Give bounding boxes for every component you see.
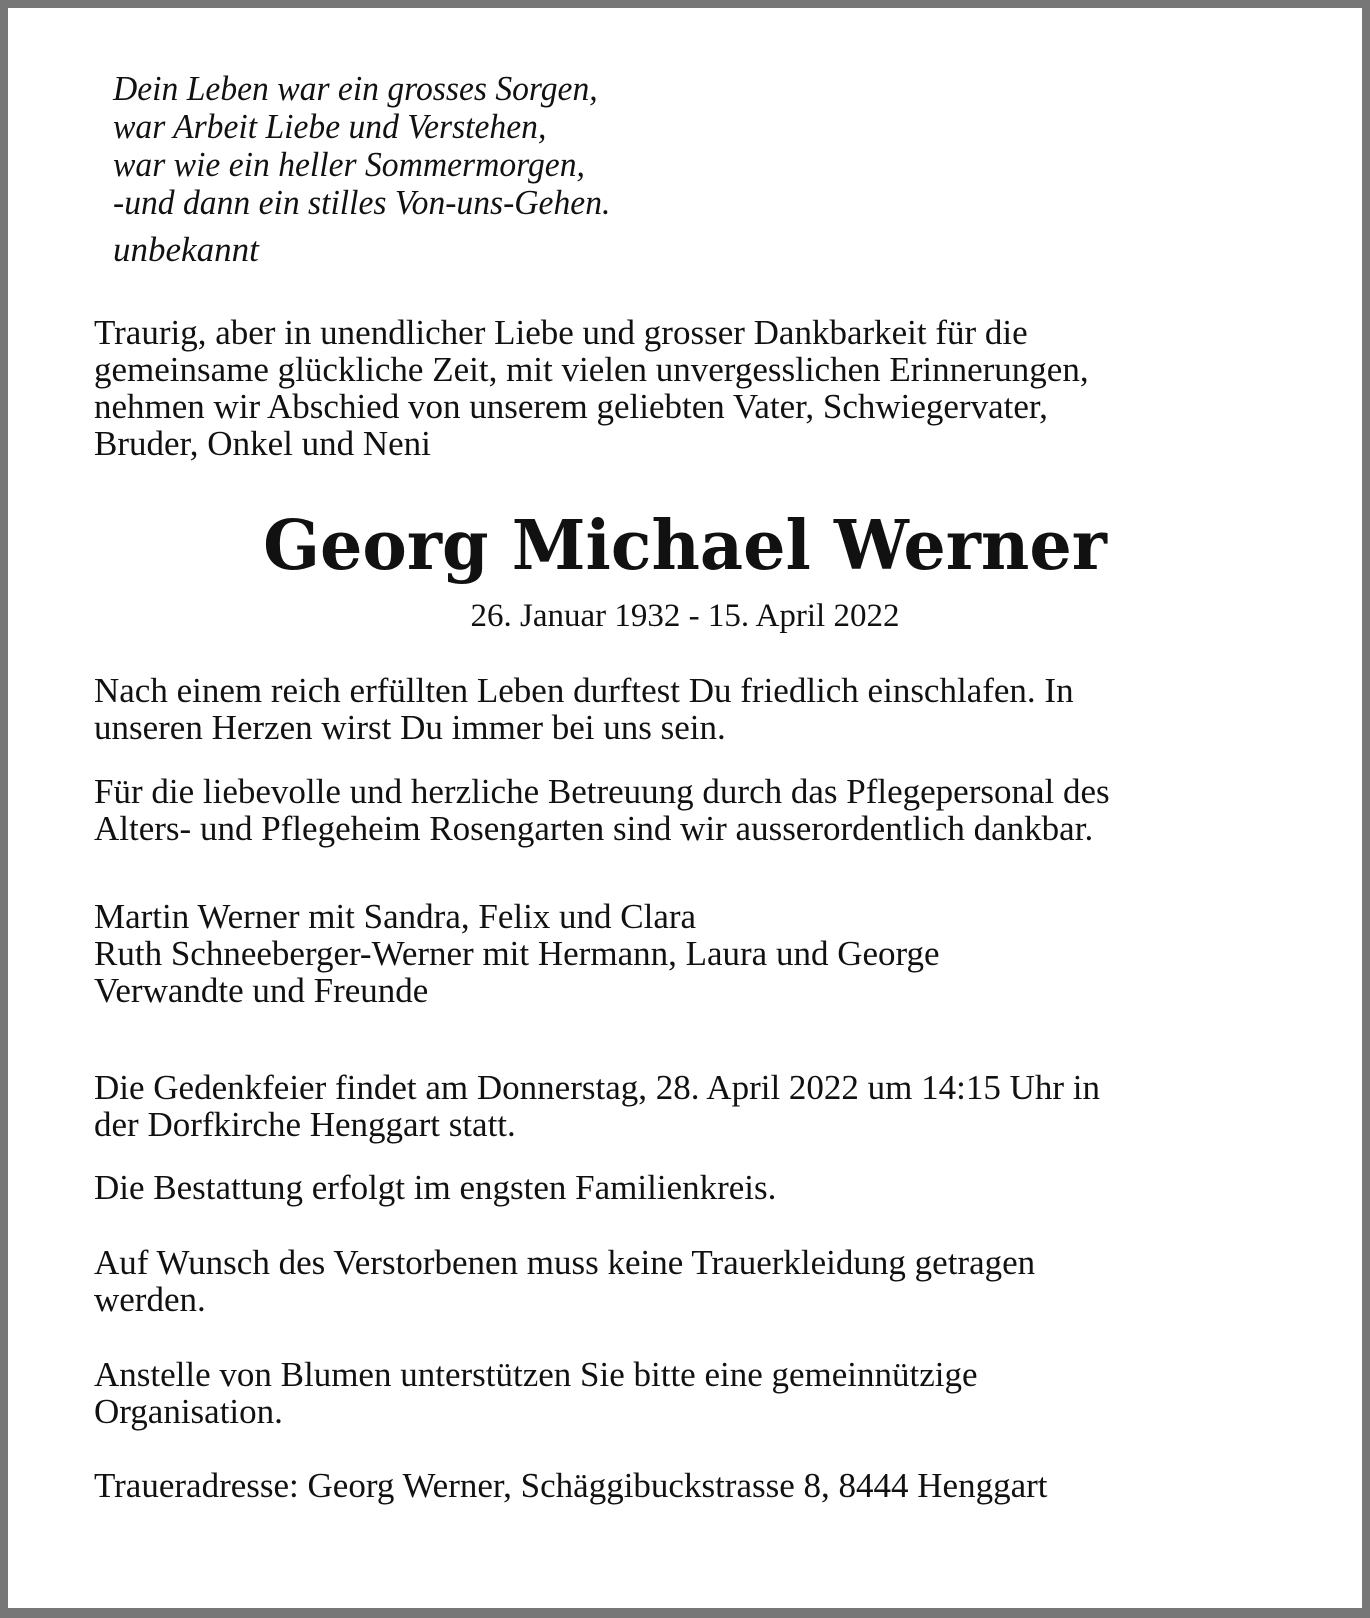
poem-line: war Arbeit Liebe und Verstehen,	[113, 107, 547, 146]
poem-line: -und dann ein stilles Von-uns-Gehen.	[113, 183, 611, 222]
poem-line: Dein Leben war ein grosses Sorgen,	[113, 69, 598, 108]
farewell-paragraph	[94, 672, 1344, 746]
text-line: Nach einem reich erfüllten Leben durftest Du friedlich einschlafen. In	[94, 671, 1074, 710]
family-member: Martin Werner mit Sandra, Felix und Clara	[94, 897, 697, 936]
intro-paragraph	[94, 314, 1344, 462]
text-line: nehmen wir Abschied von unserem geliebten Vater, Schwiegervater,	[94, 387, 1048, 426]
text-line: Traurig, aber in unendlicher Liebe und grosser Dankbarkeit für die	[94, 313, 1028, 352]
thanks-paragraph	[94, 773, 1344, 847]
family-member: Verwandte und Freunde	[94, 971, 429, 1010]
service-notice	[94, 1069, 1344, 1143]
text-line: Alters- und Pflegeheim Rosengarten sind wir ausserordentlich dankbar.	[94, 809, 1094, 848]
text-line: unseren Herzen wirst Du immer bei uns sein.	[94, 708, 726, 747]
text-line: Traueradresse: Georg Werner, Schäggibuckstrasse 8, 8444 Henggart	[94, 1466, 1048, 1505]
burial-notice	[94, 1169, 1344, 1206]
attire-notice	[94, 1244, 1344, 1318]
deceased-name: Georg Michael Werner	[263, 506, 1107, 586]
text-line: werden.	[94, 1280, 206, 1319]
family-member: Ruth Schneeberger-Werner mit Hermann, Laura und George	[94, 934, 940, 973]
text-line: gemeinsame glückliche Zeit, mit vielen unvergesslichen Erinnerungen,	[94, 350, 1089, 389]
text-line: Organisation.	[94, 1392, 283, 1431]
family-list	[94, 898, 1344, 1009]
text-line: Die Bestattung erfolgt im engsten Familienkreis.	[94, 1168, 777, 1207]
text-line: Auf Wunsch des Verstorbenen muss keine Trauerkleidung getragen	[94, 1243, 1036, 1282]
poem-author: unbekannt	[113, 230, 259, 269]
text-line: Anstelle von Blumen unterstützen Sie bitte eine gemeinnützige	[94, 1355, 978, 1394]
obituary-page	[8, 8, 1362, 1608]
flowers-notice	[94, 1356, 1344, 1430]
text-line: Die Gedenkfeier findet am Donnerstag, 28. April 2022 um 14:15 Uhr in	[94, 1068, 1101, 1107]
text-line: der Dorfkirche Henggart statt.	[94, 1105, 516, 1144]
text-line: Bruder, Onkel und Neni	[94, 424, 431, 463]
poem-line: war wie ein heller Sommermorgen,	[113, 145, 585, 184]
poem	[113, 70, 631, 269]
mourning-address	[94, 1467, 1344, 1504]
text-line: Für die liebevolle und herzliche Betreuung durch das Pflegepersonal des	[94, 772, 1110, 811]
life-dates: 26. Januar 1932 - 15. April 2022	[470, 598, 900, 634]
